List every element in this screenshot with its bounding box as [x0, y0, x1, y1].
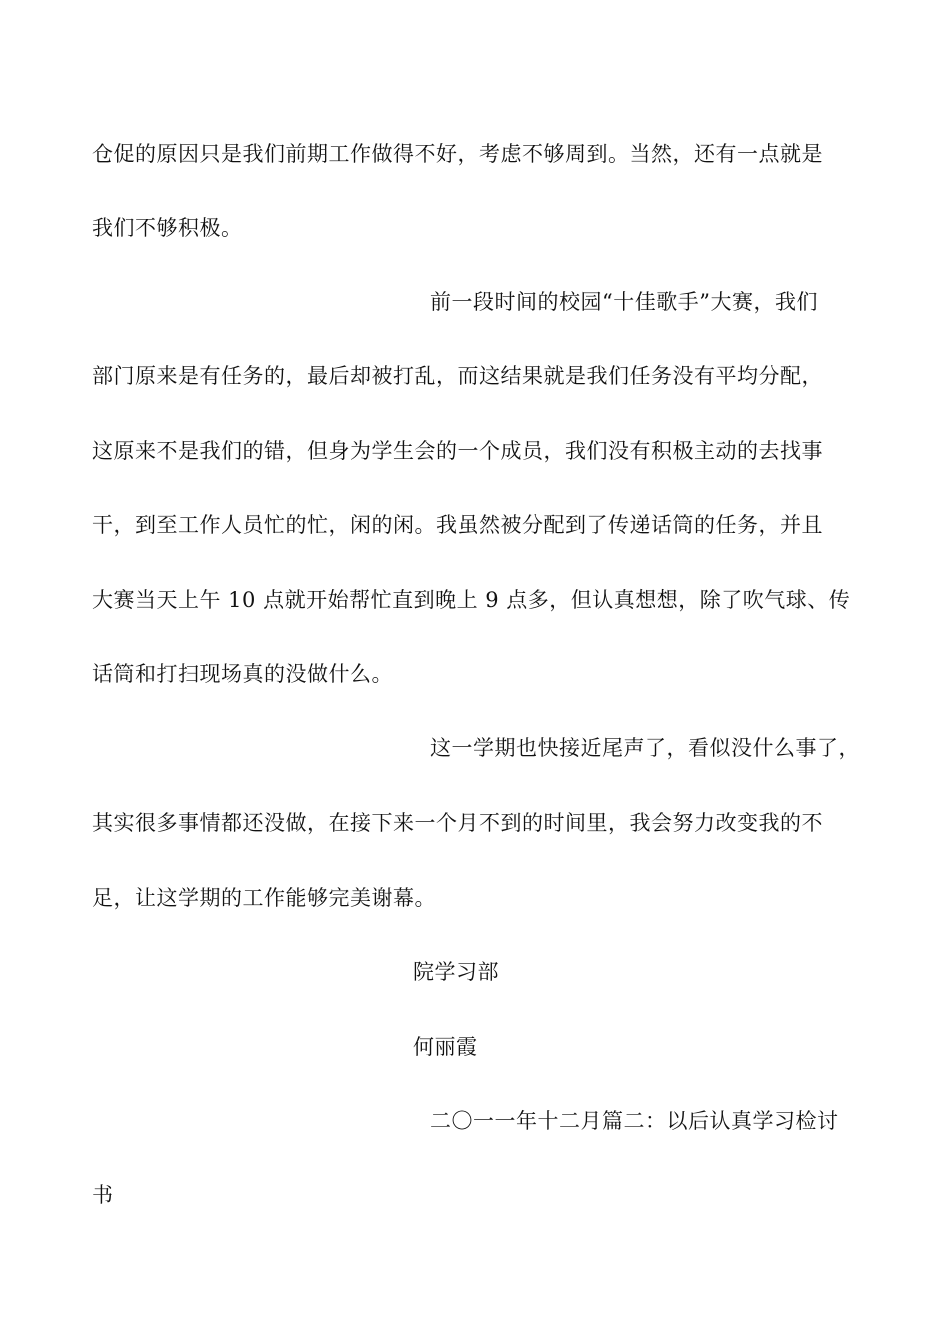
paragraph-line: 我们不够积极。: [92, 216, 243, 240]
signature-name: 何丽霞: [413, 1035, 478, 1059]
paragraph-line: 大赛当天上午 10 点就开始帮忙直到晚上 9 点多，但认真想想，除了吹气球、传: [92, 588, 851, 612]
heading-continuation: 书: [92, 1183, 114, 1207]
paragraph-line: 干，到至工作人员忙的忙，闲的闲。我虽然被分配到了传递话筒的任务，并且: [92, 513, 823, 537]
paragraph-line: 前一段时间的校园“十佳歌手”大赛，我们: [430, 290, 818, 314]
signature-department: 院学习部: [413, 960, 499, 984]
paragraph-line: 足，让这学期的工作能够完美谢幕。: [92, 886, 436, 910]
paragraph-line: 其实很多事情都还没做，在接下来一个月不到的时间里，我会努力改变我的不: [92, 811, 823, 835]
paragraph-line: 这一学期也快接近尾声了，看似没什么事了，: [430, 736, 860, 760]
paragraph-line: 部门原来是有任务的，最后却被打乱，而这结果就是我们任务没有平均分配，: [92, 364, 823, 388]
paragraph-line: 仓促的原因只是我们前期工作做得不好，考虑不够周到。当然，还有一点就是: [92, 142, 823, 166]
paragraph-line: 话筒和打扫现场真的没做什么。: [92, 662, 393, 686]
date-and-heading-line: 二〇一一年十二月篇二：以后认真学习检讨: [430, 1109, 839, 1133]
paragraph-line: 这原来不是我们的错，但身为学生会的一个成员，我们没有积极主动的去找事: [92, 439, 823, 463]
